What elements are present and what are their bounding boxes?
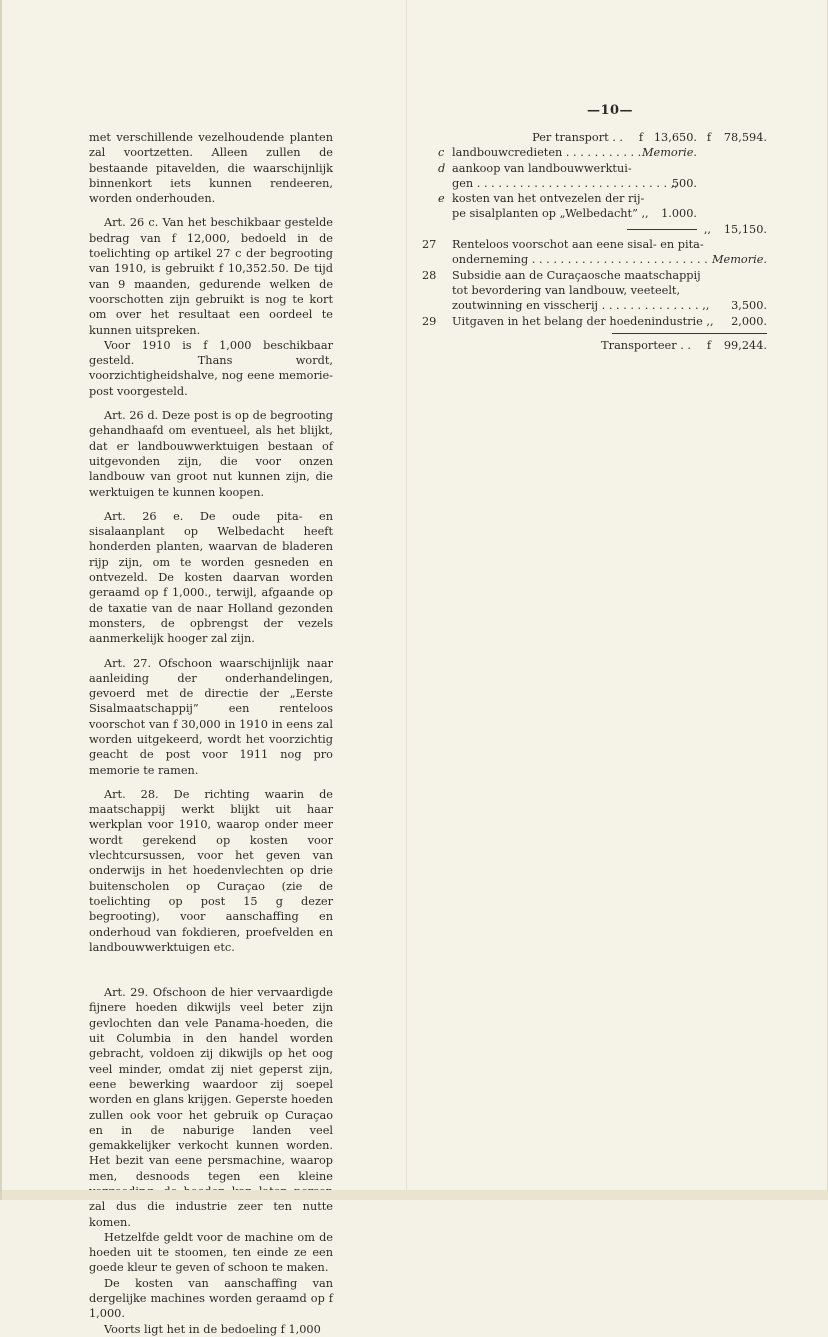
- ledger-subtotal: [422, 222, 767, 237]
- row-number: 29: [422, 314, 437, 328]
- page-bottom-edge: [2, 1190, 828, 1200]
- paragraph-art-27: Art. 27. Ofschoon waarschijnlijk naar aanleiding der onderhandelingen, gevoerd met de directie der „Eerste Sisalmaatschappij” een renteloos voorschot van f 30,000 in 1910 in eens zal worden uitgekeerd, wordt het voorzichtig geacht de post voor 1911 nog pro memorie te ramen.: [89, 656, 333, 777]
- ledger-row: [422, 314, 767, 329]
- row-text: pe sisalplanten op „Welbedacht” ,,: [452, 207, 649, 221]
- ledger-row-cont: [422, 252, 767, 267]
- ledger-row-cont: [422, 176, 767, 191]
- currency-sign: f: [706, 131, 711, 144]
- left-column-text: [89, 130, 333, 1337]
- row-total: 3,500.: [731, 299, 767, 313]
- row-amount: 500.: [671, 176, 697, 190]
- carry-out-total: 99,244.: [723, 338, 767, 352]
- paragraph: Voorts ligt het in de bedoeling f 1,000: [104, 1322, 321, 1336]
- row-amount: 1.000.: [661, 207, 697, 221]
- row-text: gen . . . . . . . . . . . . . . . . . . . . . . . . . . . ,,: [452, 176, 678, 190]
- ledger-carry-in: [422, 130, 767, 145]
- paragraph: Voor 1910 is f 1,000 beschikbaar gesteld. Thans wordt, voorzichtigheidshalve, nog eene memorie-post voorgesteld.: [89, 338, 333, 398]
- row-text: Renteloos voorschot aan eene sisal- en pita-: [452, 238, 704, 252]
- row-letter: c: [438, 146, 445, 160]
- page-number: —10—: [586, 103, 634, 118]
- paragraph: met verschillende vezelhoudende planten zal voortzetten. Alleen zullen de bestaande pitavelden, die waarschijnlijk binnenkort iets kunnen rendeeren, worden onderhouden.: [89, 131, 333, 206]
- ledger-row: [422, 161, 767, 176]
- row-amount: Memorie.: [641, 146, 697, 160]
- total-rule: [612, 333, 767, 334]
- paragraph-art-29: Art. 29. Ofschoon de hier vervaardigde fijnere hoeden dikwijls veel beter zijn gevlochten dan vele Panama-hoeden, die uit Columbia in den handel worden gebracht, voldoen zij dikwijls op het oog veel minder, omdat zij niet geperst zijn, eene bewerking waardoor zij soepel worden en glans krijgen. Geperste hoeden zullen ook voor het gebruik op Curaçao en in de naburige landen veel gemakkelijker verkocht kunnen worden. Het bezit van eene persmachine, waarop men, desnoods tegen een kleine zal dus die industrie zeer ten nutte komen.: [89, 986, 333, 1229]
- row-total: Memorie.: [711, 253, 767, 267]
- row-number: 28: [422, 268, 437, 282]
- page-fold: [406, 0, 407, 1200]
- ditto-mark: ,,: [703, 222, 711, 236]
- ledger-carry-out: [422, 338, 767, 353]
- budget-ledger: [422, 130, 767, 353]
- row-letter: e: [438, 192, 445, 206]
- row-text: kosten van het ontvezelen der rij-: [452, 192, 645, 206]
- row-text: onderneming . . . . . . . . . . . . . . . . . . . . . . . . .: [452, 253, 708, 267]
- ledger-row: [422, 268, 767, 283]
- ledger-row: [422, 145, 767, 160]
- paragraph-art-26d: Art. 26 d. Deze post is op de begrooting gehandhaafd om eventueel, als het blijkt, dat er landbouwwerktuigen bestaan of uitgevonden zijn, die voor onzen landbouw van groot nut kunnen zijn, die werktuigen te kunnen koopen.: [89, 409, 333, 499]
- subtotal-amount: 15,150.: [723, 222, 767, 236]
- ledger-row: [422, 191, 767, 206]
- paragraph: Hetzelfde geldt voor de machine om de hoeden uit te stoomen, ten einde ze een goede kleur te geven of schoon te maken.: [89, 1230, 333, 1275]
- ledger-row: [422, 237, 767, 252]
- paragraph: De kosten van aanschaffing van dergelijke machines worden geraamd op f 1,000.: [89, 1276, 333, 1321]
- row-text: tot bevordering van landbouw, veeteelt,: [452, 283, 681, 297]
- paragraph-art-26e: Art. 26 e. De oude pita- en sisalaanplant op Welbedacht heeft honderden planten, waarvan de bladeren rijp zijn, om te worden gesneden en ontvezeld. De kosten daarvan worden geraamd op f 1,000., terwijl, afgaande op de taxatie van de naar Holland gezonden monsters, de opbrengst der vezels aanmerkelijk hooger zal zijn.: [89, 509, 333, 646]
- row-text: landbouwcredieten . . . . . . . . . . . .: [452, 146, 649, 160]
- currency-sign: f: [638, 131, 643, 144]
- subtotal-rule: [627, 229, 697, 230]
- row-text: zoutwinning en visscherij . . . . . . . . . . . . . . ,,: [452, 299, 710, 313]
- carry-in-subtotal: 13,650.: [653, 131, 697, 144]
- row-number: 27: [422, 238, 437, 252]
- row-text: Uitgaven in het belang der hoedenindustrie ,,: [452, 314, 714, 328]
- paragraph-art-26c: Art. 26 c. Van het beschikbaar gestelde bedrag van f 12,000, bedoeld in de toelichting op artikel 27 c der begrooting van 1910, is gebruikt f 10,352.50. De tijd van 9 maanden, gedurende welken de voorschotten zijn gebruikt is nog te kort om over het resultaat een oordeel te kunnen uitspreken.: [89, 216, 333, 337]
- row-text: Subsidie aan de Curaçaosche maatschappij: [452, 268, 701, 282]
- carry-in-total: 78,594.: [723, 131, 767, 144]
- ledger-row-cont: [422, 206, 767, 221]
- row-text: aankoop van landbouwwerktui-: [452, 161, 632, 175]
- currency-sign: f: [706, 338, 711, 352]
- ledger-row-cont: [422, 298, 767, 313]
- paragraph-art-28: Art. 28. De richting waarin de maatschappij werkt blijkt uit haar werkplan voor 1910, waarop onder meer wordt gerekend op kosten voor vlechtcursussen, voor het geven van onderwijs in het hoedenvlechten op drie buitenscholen op Curaçao (zie de toelichting op post 15 g dezer begrooting), voor aanschaffing en onderhoud van fokdieren, proefvelden en landbouwwerktuigen etc.: [89, 787, 333, 954]
- row-letter: d: [438, 161, 446, 175]
- carry-in-label: Per transport . .: [532, 131, 623, 144]
- row-total: 2,000.: [731, 314, 767, 328]
- carry-out-label: Transporteer . .: [601, 338, 691, 352]
- ledger-row-cont: [422, 283, 767, 298]
